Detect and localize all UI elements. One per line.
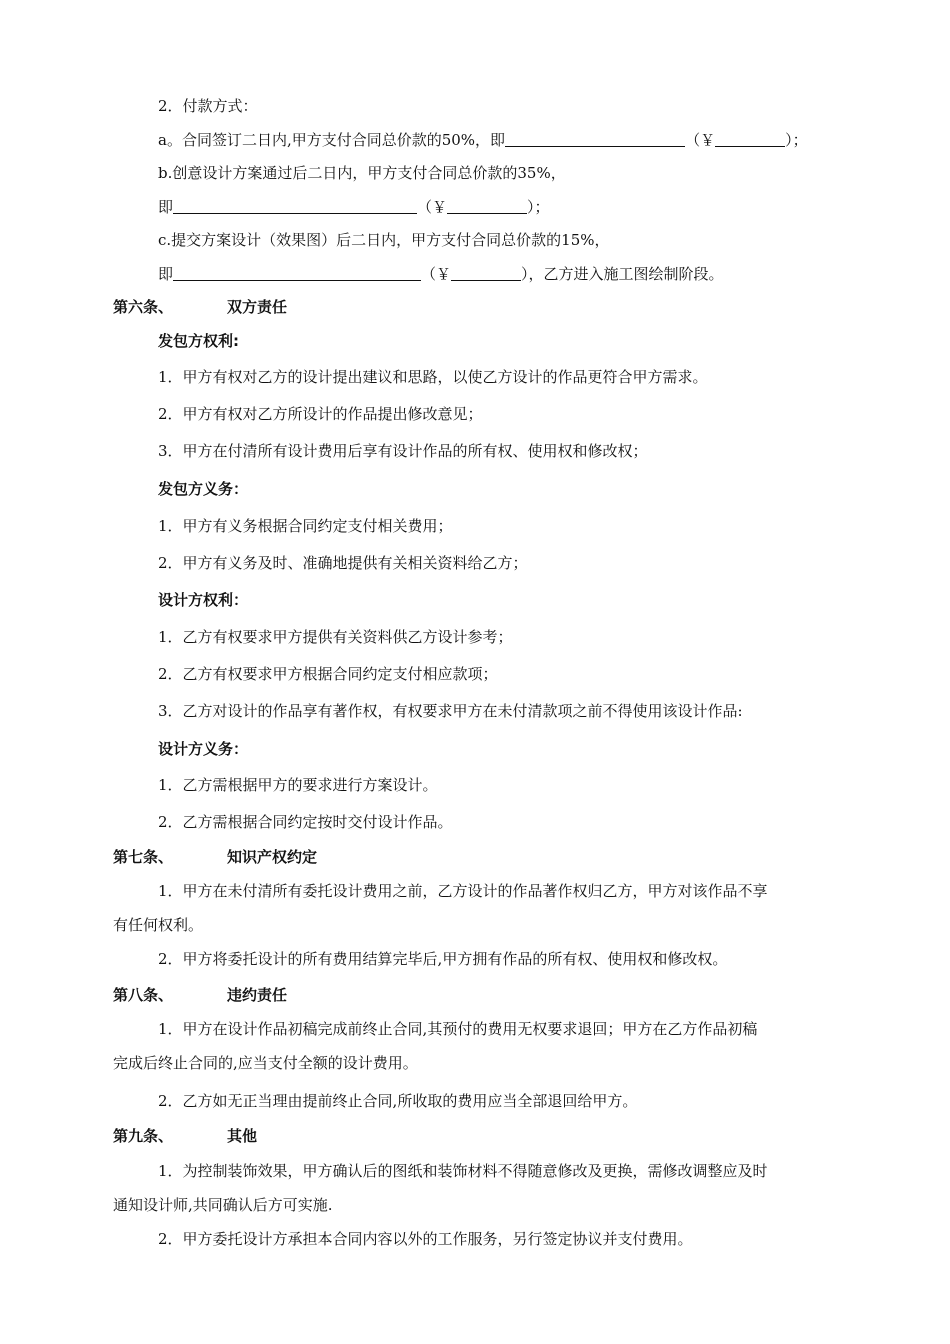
payment-item-a: a。合同签订二日内,甲方支付合同总价款的50%，即 （￥ ）； [158,131,808,149]
clause-text: 3．乙方对设计的作品享有著作权，有权要求甲方在未付清款项之前不得使用该设计作品: [158,702,743,720]
clause-text: 2．甲方有义务及时、准确地提供有关相关资料给乙方； [158,554,528,572]
clause-text: 2．乙方如无正当理由提前终止合同,所收取的费用应当全部退回给甲方。 [158,1092,638,1110]
client-duties-heading: 发包方义务： [158,480,249,498]
clause-text: 1．为控制装饰效果，甲方确认后的图纸和装饰材料不得随意修改及更换，需修改调整应及时 [158,1162,768,1180]
designer-rights-heading: 设计方权利： [158,591,249,609]
payment-method-title: 2．付款方式： [158,97,258,115]
amount-blank [505,131,685,147]
clause-text: 1．甲方在设计作品初稿完成前终止合同,其预付的费用无权要求退回；甲方在乙方作品初稿 [158,1020,758,1038]
clause-text: 1．甲方有义务根据合同约定支付相关费用； [158,517,453,535]
article-7-heading: 第七条、 知识产权约定 [113,848,318,866]
article-9-heading: 第九条、 其他 [113,1127,258,1145]
article-8-heading: 第八条、 违约责任 [113,986,288,1004]
clause-text: 1．甲方在未付清所有委托设计费用之前，乙方设计的作品著作权归乙方，甲方对该作品不享 [158,882,768,900]
clause-text: 通知设计师,共同确认后方可实施. [113,1196,333,1214]
payment-item-c-amount: 即 （￥ ），乙方进入施工图绘制阶段。 [158,265,724,283]
payment-item-b: b.创意设计方案通过后二日内，甲方支付合同总价款的35%， [158,164,566,182]
payment-item-c: c.提交方案设计（效果图）后二日内，甲方支付合同总价款的15%， [158,231,610,249]
yuan-blank [447,198,527,214]
clause-text: 2．乙方有权要求甲方根据合同约定支付相应款项； [158,665,498,683]
designer-duties-heading: 设计方义务： [158,740,249,758]
clause-text: 1．甲方有权对乙方的设计提出建议和思路，以使乙方设计的作品更符合甲方需求。 [158,368,708,386]
amount-blank [173,265,421,281]
amount-blank [173,198,417,214]
payment-item-b-amount: 即 （￥ ）； [158,198,550,216]
clause-text: 1．乙方需根据甲方的要求进行方案设计。 [158,776,438,794]
yuan-blank [715,131,785,147]
clause-text: 1．乙方有权要求甲方提供有关资料供乙方设计参考； [158,628,513,646]
clause-text: 完成后终止合同的,应当支付全额的设计费用。 [113,1054,418,1072]
clause-text: 3．甲方在付清所有设计费用后享有设计作品的所有权、使用权和修改权； [158,442,648,460]
clause-text: 2．甲方有权对乙方所设计的作品提出修改意见； [158,405,483,423]
clause-text: 2．乙方需根据合同约定按时交付设计作品。 [158,813,453,831]
article-6-heading: 第六条、 双方责任 [113,298,288,316]
clause-text: 2．甲方委托设计方承担本合同内容以外的工作服务，另行签定协议并支付费用。 [158,1230,693,1248]
clause-text: 有任何权利。 [113,916,204,934]
client-rights-heading: 发包方权利: [158,332,239,350]
yuan-blank [451,265,521,281]
clause-text: 2．甲方将委托设计的所有费用结算完毕后,甲方拥有作品的所有权、使用权和修改权。 [158,950,728,968]
